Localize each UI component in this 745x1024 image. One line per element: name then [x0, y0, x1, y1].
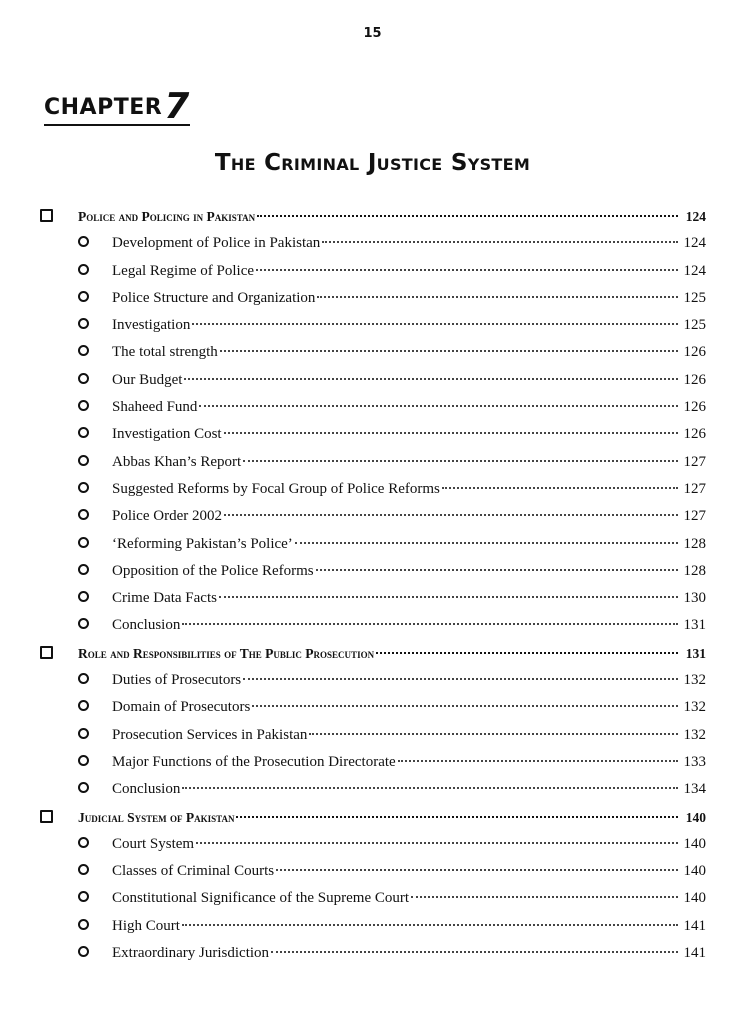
toc-item-label: Court System	[112, 835, 195, 852]
toc-page-number: 132	[683, 726, 706, 743]
chapter-heading	[44, 88, 190, 126]
circle-bullet-icon	[40, 858, 112, 885]
toc-item	[40, 558, 706, 585]
circle-bullet-icon	[40, 421, 112, 448]
checkbox-icon	[40, 804, 78, 831]
toc-item-label: Domain of Prosecutors	[112, 699, 251, 716]
dot-leader	[317, 295, 678, 298]
toc-page-number: 140	[683, 863, 706, 880]
dot-leader	[184, 377, 678, 380]
toc-item-label: The total strength	[112, 344, 218, 361]
toc-item-label: Police Order 2002	[112, 508, 222, 525]
toc-item-label: Duties of Prosecutors	[112, 672, 242, 689]
toc-page-number: 133	[683, 753, 706, 770]
toc-item	[40, 339, 706, 366]
chapter-label: CHAPTER	[44, 95, 163, 120]
toc-item	[40, 230, 706, 257]
toc-item-label: Crime Data Facts	[112, 590, 217, 607]
toc-item	[40, 585, 706, 612]
toc-item-label: Extraordinary Jurisdiction	[112, 945, 270, 962]
toc-section	[40, 640, 706, 667]
dot-leader	[236, 815, 678, 818]
toc-item	[40, 312, 706, 339]
circle-bullet-icon	[40, 694, 112, 721]
toc-item	[40, 531, 706, 558]
toc-item	[40, 258, 706, 285]
circle-bullet-icon	[40, 940, 112, 967]
circle-bullet-icon	[40, 531, 112, 558]
toc-item	[40, 449, 706, 476]
circle-bullet-icon	[40, 312, 112, 339]
toc-page-number: 132	[683, 699, 706, 716]
toc-page-number: 134	[683, 781, 706, 798]
toc-page-number: 127	[683, 453, 706, 470]
toc-item	[40, 285, 706, 312]
dot-leader	[295, 541, 678, 544]
dot-leader	[257, 214, 678, 217]
circle-bullet-icon	[40, 230, 112, 257]
toc-item	[40, 394, 706, 421]
toc-item-label: Investigation	[112, 317, 191, 334]
toc-page-number: 140	[683, 835, 706, 852]
toc-page-number: 131	[685, 645, 706, 661]
toc-item	[40, 749, 706, 776]
toc-section-title: Role and Responsibilities of The Public Prosecution	[78, 645, 375, 661]
toc-item-label: Prosecution Services in Pakistan	[112, 726, 308, 743]
circle-bullet-icon	[40, 394, 112, 421]
toc-page-number: 132	[683, 672, 706, 689]
toc-page-number: 126	[683, 399, 706, 416]
toc-page-number: 125	[683, 317, 706, 334]
circle-bullet-icon	[40, 558, 112, 585]
dot-leader	[182, 786, 678, 789]
toc-item	[40, 694, 706, 721]
dot-leader	[252, 704, 678, 707]
toc-item	[40, 667, 706, 694]
dot-leader	[398, 759, 678, 762]
circle-bullet-icon	[40, 722, 112, 749]
toc-section	[40, 203, 706, 230]
toc-item-label: Our Budget	[112, 371, 183, 388]
toc-item	[40, 612, 706, 639]
toc-item	[40, 476, 706, 503]
dot-leader	[271, 950, 678, 953]
dot-leader	[256, 268, 678, 271]
toc-item-label: Classes of Criminal Courts	[112, 863, 275, 880]
toc-page-number: 125	[683, 289, 706, 306]
toc-item-label: ‘Reforming Pakistan’s Police’	[112, 535, 293, 552]
toc-page-number: 140	[683, 890, 706, 907]
toc-item-label: Suggested Reforms by Focal Group of Police Reforms	[112, 480, 440, 497]
toc-section-title: Judicial System of Pakistan	[78, 809, 235, 825]
circle-bullet-icon	[40, 776, 112, 803]
toc-page-number: 127	[683, 480, 706, 497]
dot-leader	[192, 322, 678, 325]
toc-item-label: Police Structure and Organization	[112, 289, 316, 306]
dot-leader	[220, 349, 678, 352]
dot-leader	[196, 841, 678, 844]
checkbox-icon	[40, 203, 78, 230]
toc-page-number: 128	[683, 562, 706, 579]
dot-leader	[199, 404, 678, 407]
circle-bullet-icon	[40, 612, 112, 639]
toc-item	[40, 776, 706, 803]
dot-leader	[182, 622, 678, 625]
toc-item-label: Conclusion	[112, 781, 181, 798]
toc-page-number: 141	[683, 917, 706, 934]
circle-bullet-icon	[40, 667, 112, 694]
toc-page-number: 124	[685, 209, 706, 224]
toc-page-number: 140	[685, 809, 706, 825]
toc-item-label: Shaheed Fund	[112, 399, 198, 416]
dot-leader	[182, 923, 678, 926]
circle-bullet-icon	[40, 258, 112, 285]
toc-section	[40, 804, 706, 831]
circle-bullet-icon	[40, 885, 112, 912]
toc-item-label: Major Functions of the Prosecution Directorate	[112, 753, 396, 770]
dot-leader	[224, 513, 678, 516]
circle-bullet-icon	[40, 367, 112, 394]
toc-item	[40, 722, 706, 749]
toc-item	[40, 831, 706, 858]
toc-item	[40, 913, 706, 940]
dot-leader	[309, 732, 678, 735]
dot-leader	[276, 868, 678, 871]
circle-bullet-icon	[40, 285, 112, 312]
toc-item	[40, 421, 706, 448]
dot-leader	[219, 595, 678, 598]
dot-leader	[442, 486, 678, 489]
toc-item-label: Conclusion	[112, 617, 181, 634]
toc-page-number: 128	[683, 535, 706, 552]
toc-item-label: High Court	[112, 917, 180, 934]
circle-bullet-icon	[40, 476, 112, 503]
circle-bullet-icon	[40, 503, 112, 530]
toc-item-label: Abbas Khan’s Report	[112, 453, 242, 470]
circle-bullet-icon	[40, 913, 112, 940]
checkbox-icon	[40, 640, 78, 667]
circle-bullet-icon	[40, 749, 112, 776]
table-of-contents	[40, 203, 706, 967]
page-number: 15	[363, 26, 382, 41]
toc-page-number: 141	[683, 945, 706, 962]
dot-leader	[316, 568, 678, 571]
toc-item	[40, 885, 706, 912]
toc-item-label: Investigation Cost	[112, 426, 222, 443]
circle-bullet-icon	[40, 585, 112, 612]
toc-item-label: Development of Police in Pakistan	[112, 235, 321, 252]
dot-leader	[243, 677, 678, 680]
circle-bullet-icon	[40, 339, 112, 366]
toc-section-title: Police and Policing in Pakistan	[78, 209, 256, 224]
toc-page-number: 131	[683, 617, 706, 634]
toc-item-label: Opposition of the Police Reforms	[112, 562, 314, 579]
toc-page-number: 130	[683, 590, 706, 607]
dot-leader	[322, 240, 678, 243]
toc-item	[40, 367, 706, 394]
circle-bullet-icon	[40, 831, 112, 858]
circle-bullet-icon	[40, 449, 112, 476]
chapter-number: 7	[164, 86, 190, 127]
toc-item	[40, 503, 706, 530]
toc-page-number: 127	[683, 508, 706, 525]
dot-leader	[224, 431, 678, 434]
toc-page-number: 124	[683, 235, 706, 252]
toc-page-number: 124	[683, 262, 706, 279]
toc-item	[40, 940, 706, 967]
toc-page-number: 126	[683, 344, 706, 361]
toc-page-number: 126	[683, 371, 706, 388]
dot-leader	[411, 895, 678, 898]
dot-leader	[376, 651, 678, 654]
toc-item-label: Legal Regime of Police	[112, 262, 255, 279]
toc-item-label: Constitutional Significance of the Supreme Court	[112, 890, 410, 907]
page-title: The Criminal Justice System	[214, 150, 531, 176]
toc-item	[40, 858, 706, 885]
toc-page-number: 126	[683, 426, 706, 443]
dot-leader	[243, 459, 678, 462]
